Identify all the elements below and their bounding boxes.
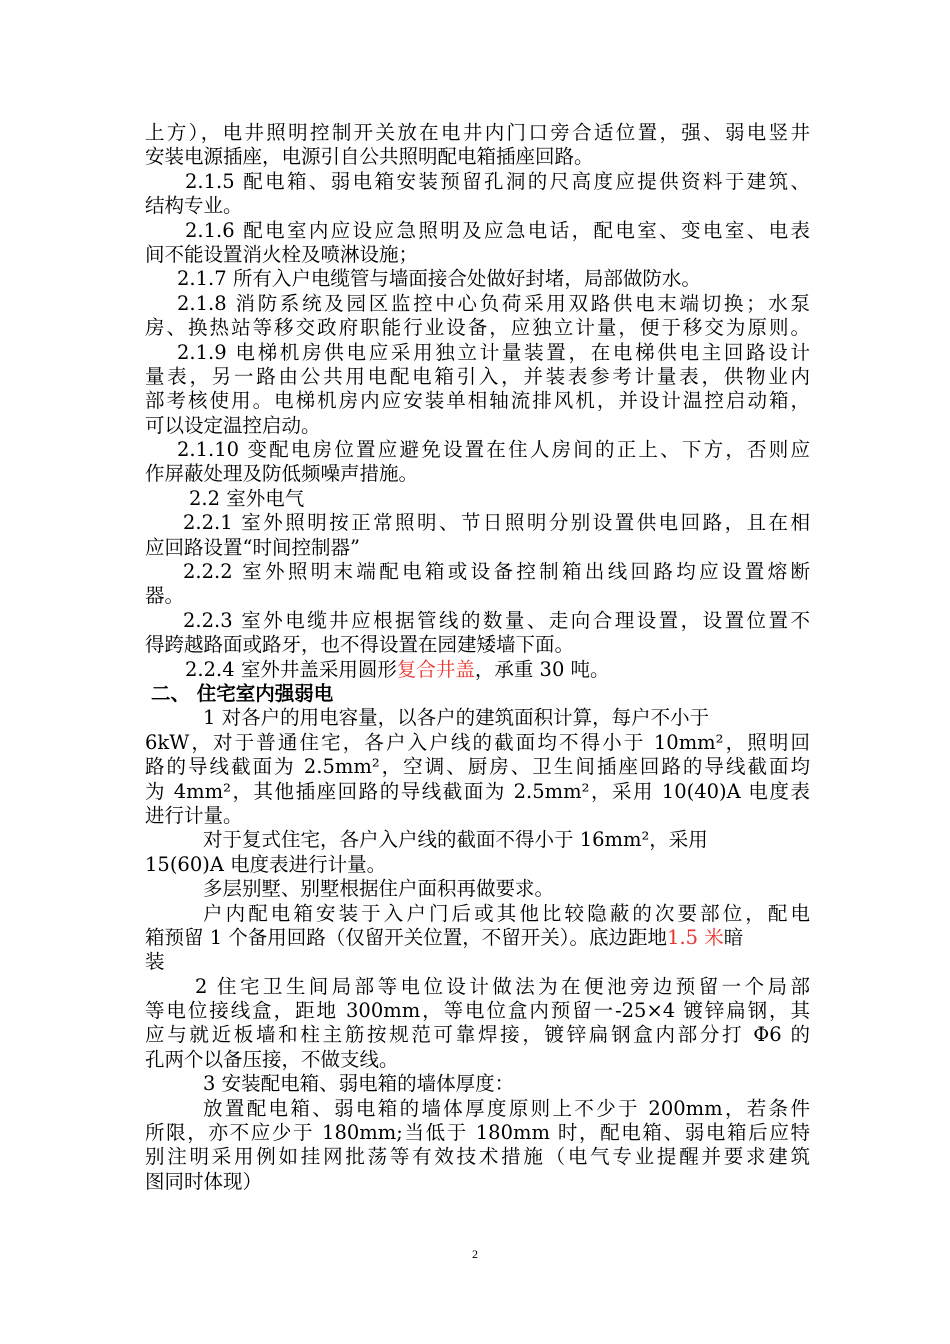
line-text: 2.1.5 配电箱、弱电箱安装预留孔洞的尺高度应提供资料于建筑、 — [185, 169, 810, 193]
line-text: 结构专业。 — [145, 194, 243, 218]
text-line — [145, 1145, 810, 1169]
section-heading — [145, 682, 810, 706]
line-text: 放置配电箱、弱电箱的墙体厚度原则上不少于 200mm，若条件 — [203, 1096, 810, 1120]
text-line — [145, 926, 810, 950]
text-line — [145, 658, 810, 682]
text-line — [145, 341, 810, 365]
text-line — [145, 560, 810, 584]
line-text: 2.1.6 配电室内应设应急照明及应急电话，配电室、变电室、电表 — [185, 218, 810, 242]
text-line — [145, 780, 810, 804]
line-text: 量表，另一路由公共用电配电箱引入，并装表参考计量表，供物业内 — [145, 364, 810, 388]
text-line — [145, 292, 810, 316]
line-text: 2.2 室外电气 — [189, 486, 305, 510]
line-text: 上方），电井照明控制开关放在电井内门口旁合适位置，强、弱电竖井 — [145, 121, 810, 144]
line-text: 6kW，对于普通住宅，各户入户线的截面均不得小于 10mm²，照明回 — [145, 730, 810, 754]
line-text: 进行计量。 — [145, 803, 243, 827]
text-line — [145, 1048, 810, 1072]
text-line — [145, 219, 810, 243]
text-line — [145, 804, 810, 828]
document-body — [145, 121, 810, 1194]
line-text: 装 — [145, 950, 165, 974]
line-text: 2.1.8 消防系统及园区监控中心负荷采用双路供电末端切换；水泵 — [177, 291, 810, 315]
text-line — [145, 389, 810, 413]
highlighted-text: 1.5 米 — [667, 925, 724, 949]
line-text: 得跨越路面或路牙，也不得设置在园建矮墙下面。 — [145, 633, 575, 657]
line-text: 2.2.3 室外电缆井应根据管线的数量、走向合理设置，设置位置不 — [183, 608, 810, 632]
line-text: 所限，亦不应少于 180mm;当低于 180mm 时，配电箱、弱电箱后应特 — [145, 1121, 810, 1145]
text-line — [145, 487, 810, 511]
text-line — [145, 1121, 810, 1145]
line-text: 安装电源插座，电源引自公共照明配电箱插座回路。 — [145, 145, 594, 169]
text-line — [145, 462, 810, 486]
text-line — [145, 731, 810, 755]
line-text: 2.2.4 室外井盖采用圆形 — [185, 657, 397, 681]
line-text: 2.2.2 室外照明末端配电箱或设备控制箱出线回路均应设置熔断 — [183, 560, 810, 584]
line-text: 孔两个以备压接，不做支线。 — [145, 1047, 399, 1071]
text-line — [145, 1023, 810, 1047]
text-line — [145, 633, 810, 657]
text-line — [145, 511, 810, 535]
text-line — [145, 902, 810, 926]
text-line — [145, 706, 810, 730]
text-line — [145, 316, 810, 340]
text-line — [145, 170, 810, 194]
line-text: 1 对各户的用电容量，以各户的建筑面积计算，每户不小于 — [203, 706, 710, 730]
text-line — [145, 609, 810, 633]
line-text: 为 4mm²，其他插座回路的导线截面为 2.5mm²，采用 10(40)A 电度表 — [145, 779, 810, 803]
line-text: 15(60)A 电度表进行计量。 — [145, 852, 387, 876]
text-line — [145, 414, 810, 438]
line-text: 2.1.10 变配电房位置应避免设置在住人房间的正上、下方，否则应 — [177, 438, 810, 462]
line-text: 器。 — [145, 584, 185, 608]
line-text: 可以设定温控启动。 — [145, 413, 321, 437]
text-line — [145, 438, 810, 462]
line-text-tail: 暗 — [723, 925, 744, 949]
line-text: 作屏蔽处理及防低频噪声措施。 — [145, 462, 419, 486]
line-text: 等电位接线盒，距地 300mm，等电位盒内预留一-25×4 镀锌扁钢，其 — [145, 999, 810, 1023]
text-line — [145, 1072, 810, 1096]
line-text: 对于复式住宅，各户入户线的截面不得小于 16mm²，采用 — [203, 828, 708, 852]
text-line — [145, 853, 810, 877]
text-line — [145, 145, 810, 169]
text-line — [145, 828, 810, 852]
line-text: 户内配电箱安装于入户门后或其他比较隐蔽的次要部位，配电 — [203, 901, 810, 925]
text-line — [145, 584, 810, 608]
line-text: 应回路设置“时间控制器” — [145, 535, 360, 559]
highlighted-text: 复合井盖 — [396, 657, 475, 681]
line-text: 应与就近板墙和柱主筋按规范可靠焊接，镀锌扁钢盒内部分打 Φ6 的 — [145, 1023, 810, 1047]
line-text: 3 安装配电箱、弱电箱的墙体厚度： — [203, 1072, 515, 1096]
line-text: 多层别墅、别墅根据住户面积再做要求。 — [203, 877, 555, 901]
text-line — [145, 975, 810, 999]
page-number: 2 — [472, 1247, 478, 1261]
text-line — [145, 121, 810, 145]
line-text: 图同时体现） — [145, 1169, 263, 1193]
text-line — [145, 877, 810, 901]
line-text: 间不能设置消火栓及喷淋设施； — [145, 242, 419, 266]
line-text: 别注明采用例如挂网批荡等有效技术措施（电气专业提醒并要求建筑 — [145, 1145, 810, 1169]
line-text: 2.1.7 所有入户电缆管与墙面接合处做好封堵，局部做防水。 — [177, 267, 701, 291]
text-line — [145, 1170, 810, 1194]
line-text: 二、 住宅室内强弱电 — [151, 681, 334, 705]
text-line — [145, 267, 810, 291]
text-line — [145, 1097, 810, 1121]
line-text: 2 住宅卫生间局部等电位设计做法为在便池旁边预留一个局部 — [195, 974, 810, 998]
text-line — [145, 536, 810, 560]
text-line — [145, 365, 810, 389]
text-line — [145, 194, 810, 218]
line-text: 2.1.9 电梯机房供电应采用独立计量装置，在电梯供电主回路设计 — [177, 340, 810, 364]
line-text: 路的导线截面为 2.5mm²，空调、厨房、卫生间插座回路的导线截面均 — [145, 755, 810, 779]
text-line — [145, 243, 810, 267]
line-text-tail: ，承重 30 吨。 — [474, 657, 610, 681]
line-text: 房、换热站等移交政府职能行业设备，应独立计量，便于移交为原则。 — [145, 316, 810, 340]
text-line — [145, 999, 810, 1023]
line-text: 部考核使用。电梯机房内应安装单相轴流排风机，并设计温控启动箱， — [145, 389, 810, 413]
text-line — [145, 755, 810, 779]
line-text: 箱预留 1 个备用回路（仅留开关位置，不留开关）。底边距地 — [145, 925, 668, 949]
text-line — [145, 950, 810, 974]
line-text: 2.2.1 室外照明按正常照明、节日照明分别设置供电回路，且在相 — [183, 511, 810, 535]
